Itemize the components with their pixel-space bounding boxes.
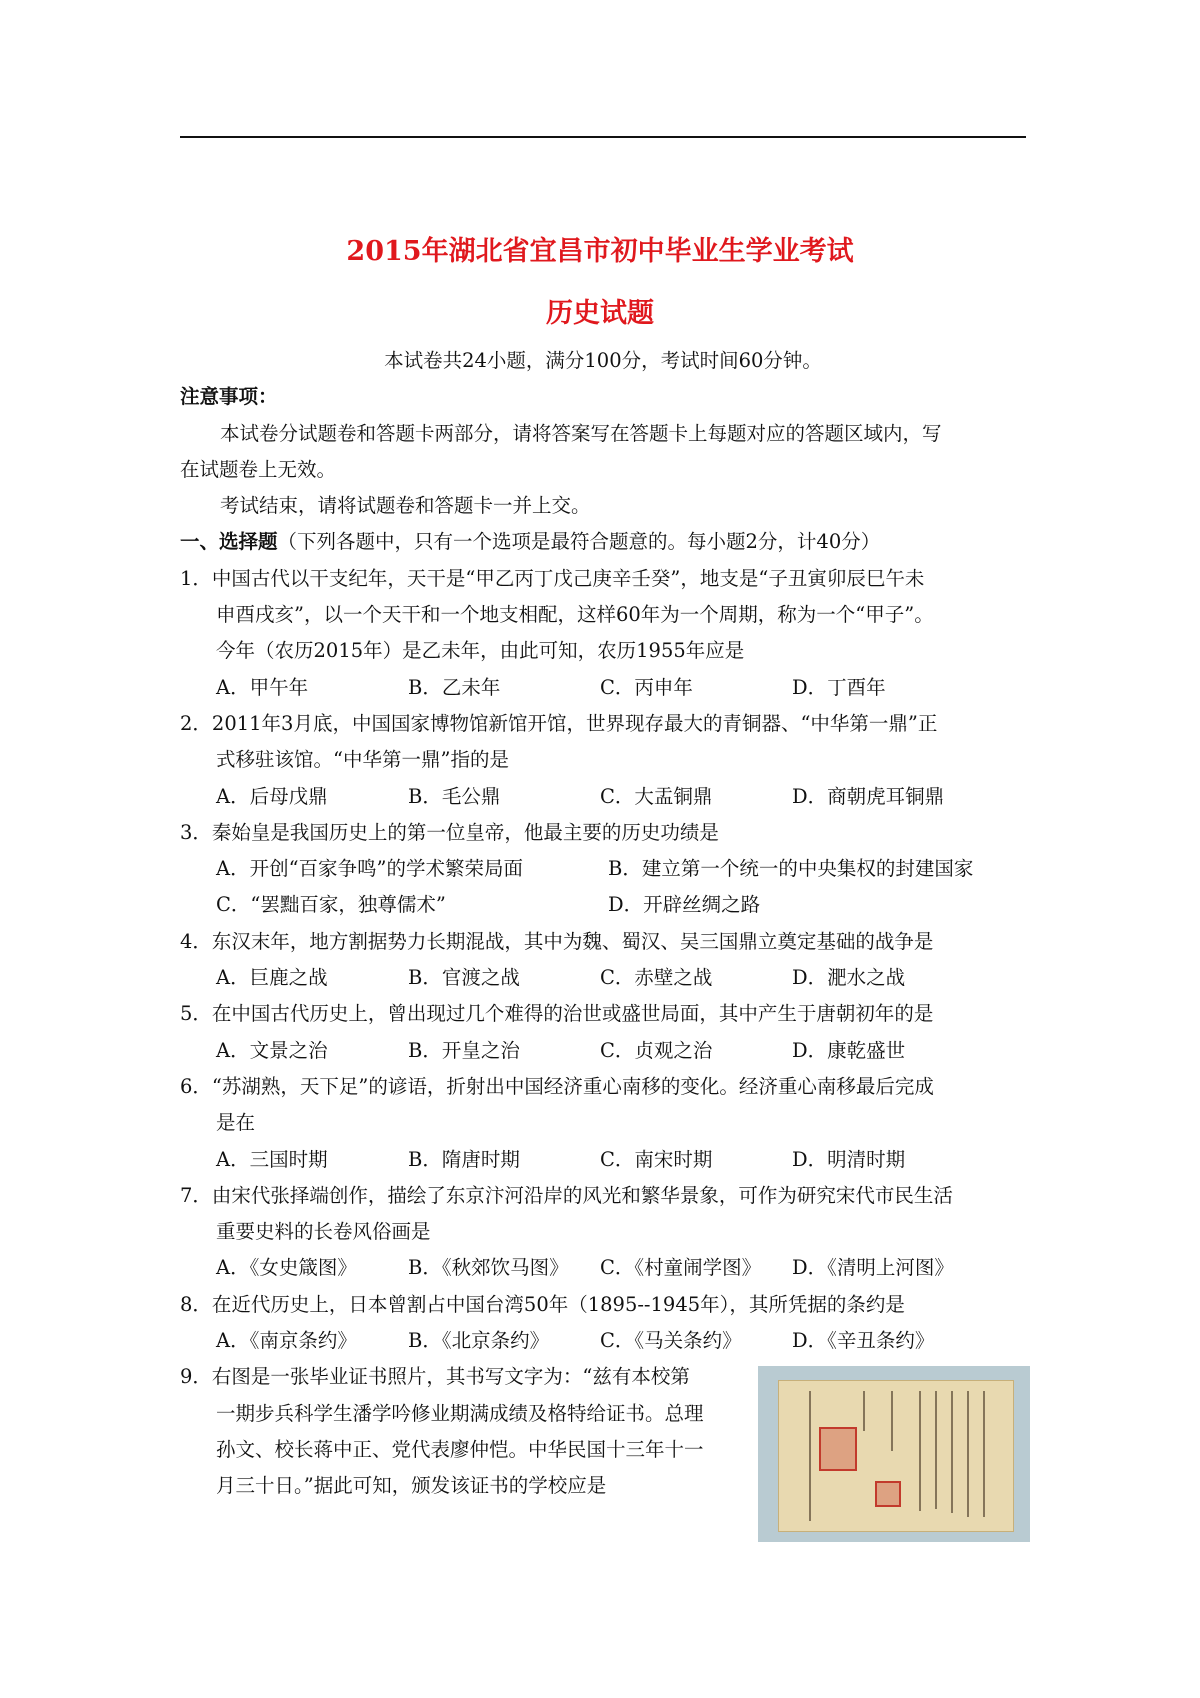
ink-column <box>967 1391 969 1517</box>
notice-paragraph-1b: 在试题卷上无效。 <box>180 457 337 481</box>
question-6-line-1: 6．“苏湖熟，天下足”的谚语，折射出中国经济重心南移的变化。经济重心南移最后完成 <box>180 1074 934 1098</box>
option-d: D．丁酉年 <box>792 675 886 699</box>
exam-body <box>180 343 1026 1505</box>
question-4-options <box>180 960 1026 996</box>
option-a: A．《南京条约》 <box>216 1329 357 1353</box>
question-3-options-row-1 <box>180 851 1026 887</box>
question-5-options <box>180 1033 1026 1069</box>
option-b: B．隋唐时期 <box>408 1147 520 1171</box>
question-9-line-2: 一期步兵科学生潘学吟修业期满成绩及格特给证书。总理 <box>216 1401 704 1425</box>
question-1-line-2: 申酉戌亥”，以一个天干和一个地支相配，这样60年为一个周期，称为一个“甲子”。 <box>216 603 934 627</box>
option-d: D．淝水之战 <box>792 966 906 990</box>
option-d: D．明清时期 <box>792 1147 906 1171</box>
question-7-line-2: 重要史料的长卷风俗画是 <box>216 1220 431 1244</box>
section-heading <box>180 524 1026 560</box>
question-4-line-1: 4．东汉末年，地方割据势力长期混战，其中为魏、蜀汉、吴三国鼎立奠定基础的战争是 <box>180 929 934 953</box>
option-d: D．商朝虎耳铜鼎 <box>792 784 945 808</box>
exam-title: 2015年湖北省宜昌市初中毕业生学业考试 <box>346 236 854 267</box>
ink-column <box>935 1391 937 1509</box>
option-b: B．《北京条约》 <box>408 1329 550 1353</box>
option-a: A．文景之治 <box>216 1038 328 1062</box>
option-a: A．《女史箴图》 <box>216 1256 357 1280</box>
option-a: A．后母戊鼎 <box>216 784 328 808</box>
question-5-line-1: 5．在中国古代历史上，曾出现过几个难得的治世或盛世局面，其中产生于唐朝初年的是 <box>180 1002 934 1026</box>
option-c: C．“罢黜百家，独尊儒术” <box>216 893 446 917</box>
question-2-options <box>180 779 1026 815</box>
option-c: C．南宋时期 <box>600 1147 713 1171</box>
option-c: C．贞观之治 <box>600 1038 713 1062</box>
question-9-line-3: 孙文、校长蒋中正、党代表廖仲恺。中华民国十三年十一 <box>216 1437 704 1461</box>
top-rule <box>180 136 1026 138</box>
notice-paragraph-1a: 本试卷分试题卷和答题卡两部分，请将答案写在答题卡上每题对应的答题区域内，写 <box>220 421 942 445</box>
option-a: A．三国时期 <box>216 1147 328 1171</box>
option-c: C．丙申年 <box>600 675 693 699</box>
question-1-options <box>180 670 1026 706</box>
question-6-line-2: 是在 <box>216 1111 256 1135</box>
question-9-line-4: 月三十日。”据此可知，颁发该证书的学校应是 <box>216 1474 607 1498</box>
exam-subtitle: 历史试题 <box>546 298 654 329</box>
red-seal-stamp <box>875 1481 901 1507</box>
ink-column <box>919 1391 921 1511</box>
red-seal-stamp <box>819 1427 857 1471</box>
option-a: A．甲午年 <box>216 675 309 699</box>
question-7-options <box>180 1250 1026 1286</box>
option-d: D．开辟丝绸之路 <box>608 893 761 917</box>
option-c: C．大盂铜鼎 <box>600 784 713 808</box>
section-description: （下列各题中，只有一个选项是最符合题意的。每小题2分，计40分） <box>277 530 881 554</box>
question-8-line-1: 8．在近代历史上，日本曾割占中国台湾50年（1895--1945年），其所凭据的条约是 <box>180 1292 905 1316</box>
notice-heading: 注意事项： <box>180 385 278 409</box>
notice-paragraph-2: 考试结束，请将试题卷和答题卡一并上交。 <box>220 494 591 518</box>
question-3-options-row-2 <box>180 887 1026 923</box>
ink-column <box>863 1391 865 1431</box>
certificate-paper <box>778 1380 1014 1532</box>
option-b: B．开皇之治 <box>408 1038 520 1062</box>
question-2-line-1: 2．2011年3月底，中国国家博物馆新馆开馆，世界现存最大的青铜器、“中华第一鼎”正 <box>180 711 938 735</box>
option-a: A．巨鹿之战 <box>216 966 328 990</box>
question-3-line-1: 3．秦始皇是我国历史上的第一位皇帝，他最主要的历史功绩是 <box>180 820 719 844</box>
ink-column <box>983 1391 985 1517</box>
question-6-options <box>180 1142 1026 1178</box>
option-b: B．建立第一个统一的中央集权的封建国家 <box>608 857 974 881</box>
option-d: D．《辛丑条约》 <box>792 1329 935 1353</box>
graduation-certificate-photo <box>758 1366 1030 1542</box>
option-c: C．赤壁之战 <box>600 966 713 990</box>
option-b: B．《秋郊饮马图》 <box>408 1256 569 1280</box>
option-b: B．毛公鼎 <box>408 784 501 808</box>
option-b: B．官渡之战 <box>408 966 520 990</box>
question-1-line-3: 今年（农历2015年）是乙未年，由此可知，农历1955年应是 <box>216 639 745 663</box>
question-7-line-1: 7．由宋代张择端创作，描绘了东京汴河沿岸的风光和繁华景象，可作为研究宋代市民生活 <box>180 1183 953 1207</box>
question-9-line-1: 9．右图是一张毕业证书照片，其书写文字为：“兹有本校第 <box>180 1365 690 1389</box>
ink-column <box>809 1391 811 1521</box>
option-d: D．《清明上河图》 <box>792 1256 954 1280</box>
question-1-line-1: 1．中国古代以干支纪年，天干是“甲乙丙丁戊己庚辛壬癸”，地支是“子丑寅卯辰巳午未 <box>180 566 925 590</box>
ink-column <box>951 1391 953 1513</box>
option-b: B．乙未年 <box>408 675 501 699</box>
question-8-options <box>180 1323 1026 1359</box>
option-a: A．开创“百家争鸣”的学术繁荣局面 <box>216 857 524 881</box>
option-d: D．康乾盛世 <box>792 1038 906 1062</box>
ink-column <box>891 1391 893 1451</box>
option-c: C．《马关条约》 <box>600 1329 742 1353</box>
question-2-line-2: 式移驻该馆。“中华第一鼎”指的是 <box>216 748 509 772</box>
section-label: 一、选择题 <box>180 530 278 554</box>
option-c: C．《村童闹学图》 <box>600 1256 762 1280</box>
exam-info: 本试卷共24小题，满分100分，考试时间60分钟。 <box>384 349 822 372</box>
